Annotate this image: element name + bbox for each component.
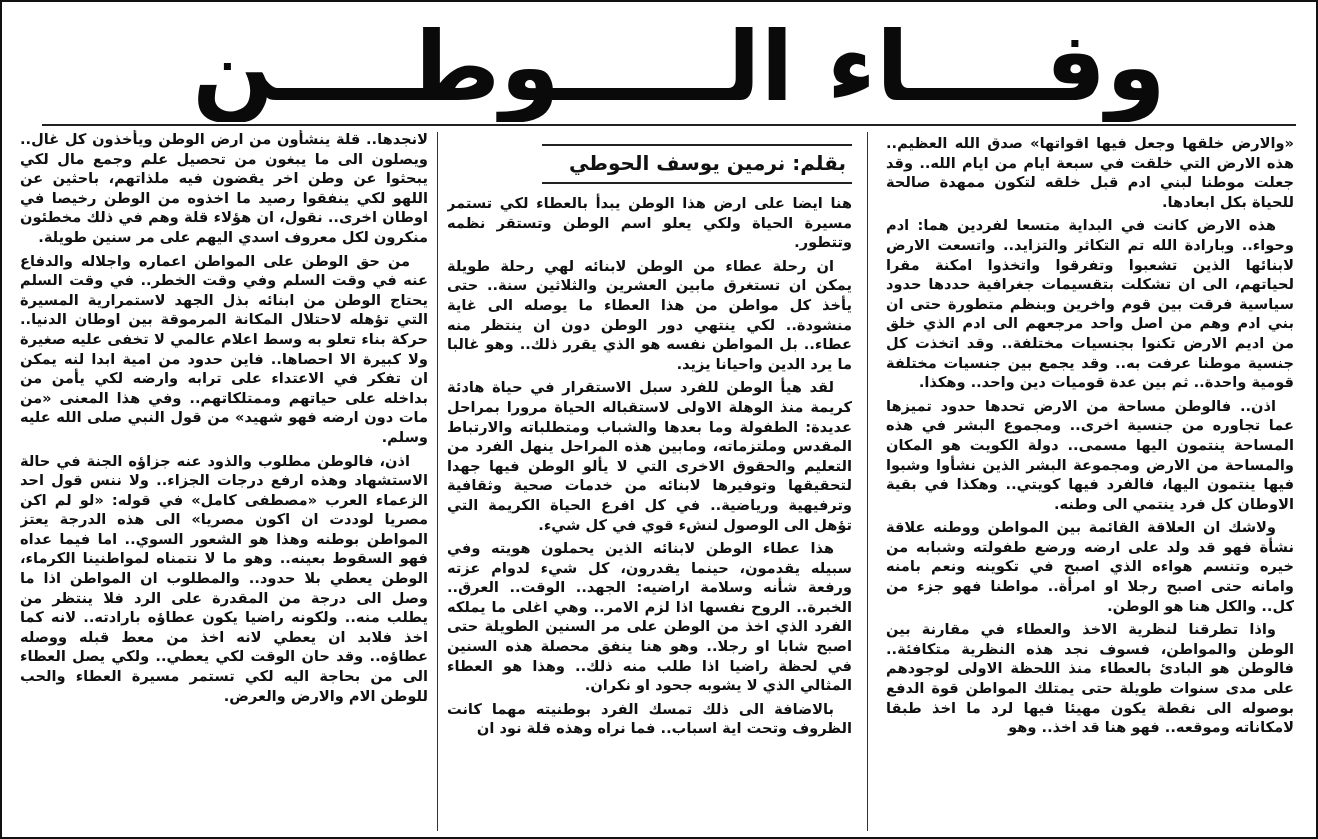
paragraph: واذا تطرقنا لنظرية الاخذ والعطاء في مقارنة بين الوطن والمواطن، فسوف نجد هذه النظرية متكافئة.. فالوطن هو البادئ بالعطاء منذ اللحظة الاولى لوجودهم على مدى سنوات طويلة حتى يمتلك المواطن قوة الدفع بوصوله الى نقطة يكون مهيئا فيها لرد ما اخذ طبقا لامكاناته وموقعه.. فهو هنا قد اخذ.. وهو: [886, 621, 1294, 737]
headline: وفــــاء الـــــوطــــن: [192, 12, 1166, 122]
paragraph: ان رحلة عطاء من الوطن لابنائه لهي رحلة طويلة يمكن ان تستغرق مابين العشرين والثلاثين سنة.. حتى يأخذ كل مواطن من هذا العطاء ما يوصله الى غاية منشودة.. لكي ينتهي دور الوطن دون ان ينتظر منه عطاء.. بل المواطن نفسه هو الذي يقرر ذلك.. وهو غالبا ما يرد الدين واحيانا يزيد.: [447, 257, 852, 373]
paragraph: بالاضافة الى ذلك تمسك الفرد بوطنيته مهما كانت الظروف وتحت اية اسباب.. فما نراه وهذه قلة نود ان: [447, 700, 852, 738]
paragraph: ولاشك ان العلاقة القائمة بين المواطن ووطنه علاقة نشأة فهو قد ولد على ارضه ورضع طفولته وشبابه من خيره وتنسم هواءه الذي اصبح في تكوينه ونعم بامنه وامانه حتى اصبح رجلا او امرأة.. مواطنا فهو جزء من كل.. والكل هنا هو الوطن.: [886, 519, 1294, 615]
paragraph: اذن.. فالوطن مساحة من الارض تحدها حدود تميزها عما تجاوره من جنسية اخرى.. ومجموع البشر في هذه المساحة ينتمون اليها مسمى.. دولة الكويت هو المكان والمساحة من الارض ومجموعة البشر الذين نشأوا وشبوا فيها ينتمون اليها، فالفرد فيها كويتي.. وهكذا في بقية الاوطان كل فرد ينتمي الى وطنه.: [886, 397, 1294, 513]
paragraph: من حق الوطن على المواطن اعماره واجلاله والدفاع عنه في وقت السلم وفي وقت الخطر.. في وقت السلم يحتاج الوطن من ابنائه بذل الجهد لاستمرارية المسيرة التي تؤهله لاحتلال المكانة المرموقة بين اوطان الدنيا.. حركة بناء تعلو به وسط اعلام عالمي لا تخفى عليه صغيرة ولا كبيرة الا احصاها.. فاين حدود من امية ابدا لنه يمكن ان تفكر في الاعتداء على ترابه وارضه لكي يأمن من بداخله على حياتهم وممتلكاتهم.. وفي هذا المعنى «من مات دون ارضه فهو شهيد» من قول النبي صلى الله عليه وسلم.: [20, 252, 428, 446]
paragraph: لقد هيأ الوطن للفرد سبل الاستقرار في حياة هادئة كريمة منذ الوهلة الاولى لاستقباله الحياة مرورا بمراحل عديدة: الطفولة وما بعدها والشباب ومتطلباته والارتباط المقدس وملتزماته، ومابين هذه المراحل ينهل الفرد من التعليم والحقوق الاخرى التي لا يألو الوطن فيها جهدا لتحقيقها وتوفيرها لابنائه من خدمات صحية وثقافية وترفيهية ورياضية.. في كل افرع الحياة الكريمة التي تؤهل الى الوصول لنشء قوي في كل شيء.: [447, 379, 852, 534]
paragraph: لانجدها.. قلة ينشأون من ارض الوطن ويأخذون كل غال.. ويصلون الى ما يبغون من تحصيل علم وجمع مال لكي يبحثوا عن وطن اخر يقضون فيه ملذاتهم، باحثين عن اللهو لكي ينفقوا رصيد ما اخذوه من الوطن رخيصا في اوطان اخرى.. نقول، ان هؤلاء قلة وهم في ذلك مخطئون منكرون لكل معروف اسدي اليهم على مر سنين طويلة.: [20, 131, 428, 246]
byline: بقلم: نرمين يوسف الحوطي: [542, 144, 852, 184]
column-divider: [437, 132, 438, 831]
paragraph: هذه الارض كانت في البداية متسعا لفردين هما: ادم وحواء.. وبارادة الله تم التكاثر والتزايد.. واتسعت الارض لابنائها الذين تشعبوا وتفرقوا واتخذوا امكنة مقرا لحياتهم، الى ان تشكلت بتقسيمات جغرافية حددها حدود سياسية فرقت بين قوم واخرين وبنظم متطورة حتى ان بني ادم وهم من اصل واحد مرجعهم الى ادم الذي خلق من اديم الارض تكنوا بجنسيات مختلفة.. وقد اتخذت كل جنسية موطنا عرفت به.. وقد يجمع بين جنسيات مختلفة قومية واحدة.. ثم بين عدة قوميات دين واحد.. وهكذا.: [886, 217, 1294, 392]
column-divider: [867, 132, 868, 831]
paragraph: هذا عطاء الوطن لابنائه الذين يحملون هويته وفي سبيله يقدمون، حينما يقدرون، كل شيء لدوام عزته ورفعة شأنه وسلامة اراضيه: الجهد.. الوقت.. العرق.. الخبرة.. الروح نفسها اذا لزم الامر.. وهي اغلى ما يملكه الفرد الذي اخذ من الوطن على مر السنين الطويلة حتى اصبح شابا او رجلا.. وهو هنا ينفق محصلة هذه السنين في لحظة راضيا اذا طلب منه ذلك.. وهذا هو العطاء المثالي الذي لا يشوبه جحود او نكران.: [447, 540, 852, 695]
headline-rule: [42, 124, 1296, 126]
article-column-left: [20, 130, 428, 833]
article-column-middle: [447, 130, 852, 833]
paragraph: اذن، فالوطن مطلوب والذود عنه جزاؤه الجنة في حالة الاستشهاد وهذه ارفع درجات الجزاء.. ولا ننس قول احد الزعماء العرب «مصطفى كامل» في قوله: «لو لم اكن مصريا لوددت ان اكون مصريا» الى هذه الدرجة يعتز المواطن بوطنه وهذا هو الشعور السوي.. اما فيما عداه فهو السقوط بعينه.. وهو ما لا نتمناه لمواطنينا الكرماء، الوطن يعطي بلا حدود.. والمطلوب ان المواطن اذا ما وصل الى درجة من المقدرة على الرد فلا ينتظر من يطلب منه.. ولكونه راضيا يكون عطاؤه بارادته.. لانه كما اخذ فلابد ان يعطي لانه اخذ من معط قبله ووصله عطاؤه.. وقد حان الوقت لكي يعطي.. ولكي يصل العطاء الى من بحاجة اليه لكي تستمر مسيرة العطاء والحب للوطن الام والارض والعرض.: [20, 452, 428, 705]
paragraph: «والارض خلقها وجعل فيها اقواتها» صدق الله العظيم.. هذه الارض التي خلقت في سبعة ايام من ايام الله.. وقد جعلت موطنا لبني ادم قبل خلقه لتكون ممهدة صالحة للحياة بكل ابعادها.: [886, 135, 1294, 211]
paragraph: هنا ايضا على ارض هذا الوطن يبدأ بالعطاء لكي تستمر مسيرة الحياة ولكي يعلو اسم الوطن وتستقر نظمه وتتطور.: [447, 195, 852, 252]
article-column-right: [886, 134, 1294, 833]
